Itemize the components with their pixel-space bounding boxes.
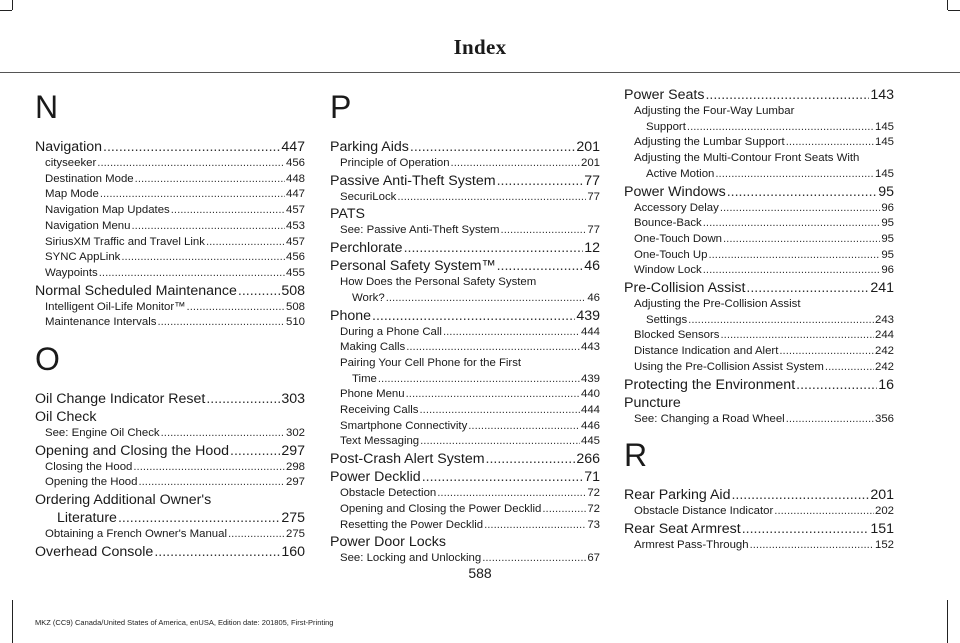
index-entry-page: 439 <box>576 307 600 324</box>
index-subentry-page: 443 <box>580 341 600 354</box>
index-subentry-page: 77 <box>587 190 600 203</box>
index-entry-page: 12 <box>584 240 600 257</box>
index-subentry-leader <box>786 135 874 151</box>
index-entry[interactable] <box>35 543 305 561</box>
index-subentry[interactable] <box>35 219 305 235</box>
index-subentry-title: One-Touch Up <box>634 248 708 261</box>
index-subentry-title: SiriusXM Traffic and Travel Link <box>45 235 205 248</box>
index-entry[interactable] <box>624 376 894 394</box>
index-entry[interactable] <box>330 205 600 223</box>
index-subentry-title: During a Phone Call <box>340 325 442 338</box>
title-divider <box>0 72 960 73</box>
index-entry[interactable] <box>330 257 600 275</box>
section-letter: P <box>330 89 352 125</box>
index-subentry-leader <box>825 360 874 376</box>
index-entry-leader <box>796 376 877 394</box>
index-subentry-leader <box>720 201 881 217</box>
index-entry-leader <box>103 138 280 156</box>
index-subentry-leader <box>386 291 587 307</box>
index-subentry-title: Active Motion <box>646 167 715 180</box>
index-subentry-leader <box>121 250 285 266</box>
index-subentry-title: Window Lock <box>634 264 702 277</box>
index-subentry[interactable] <box>330 387 600 403</box>
index-subentry-leader <box>187 300 285 316</box>
index-entry-page: 143 <box>870 87 894 103</box>
index-section <box>624 486 894 553</box>
index-entry-leader <box>742 520 870 538</box>
index-subentry[interactable] <box>330 325 600 341</box>
index-subentry-page: 244 <box>874 329 894 342</box>
index-entry-page: 508 <box>281 282 305 299</box>
index-entry[interactable] <box>624 86 894 104</box>
index-entry-title: Protecting the Environment <box>624 376 796 393</box>
index-entry[interactable] <box>330 172 600 190</box>
index-subentry[interactable] <box>35 172 305 188</box>
index-entry-leader <box>497 172 584 190</box>
index-entry-leader <box>118 509 280 527</box>
index-subentry-page: 242 <box>874 345 894 358</box>
index-column-2 <box>330 86 600 574</box>
index-subentry[interactable] <box>330 403 600 419</box>
index-subentry-page: 297 <box>285 476 305 489</box>
index-subentry-page: 95 <box>881 248 894 261</box>
index-entry-leader <box>238 282 280 300</box>
index-subentry-title: Maintenance Intervals <box>45 316 157 329</box>
index-subentry-page: 455 <box>285 266 305 279</box>
index-subentry-leader <box>688 313 874 329</box>
index-subentry-leader <box>708 248 880 264</box>
index-subentry-page: 46 <box>587 291 600 304</box>
index-entry-title: Passive Anti-Theft System <box>330 172 496 189</box>
index-subentry[interactable] <box>624 504 894 520</box>
index-entry[interactable] <box>330 307 600 325</box>
index-entry-leader <box>486 450 576 468</box>
index-subentry-leader <box>161 426 285 442</box>
index-subentry-title: Adjusting the Lumbar Support <box>634 136 785 149</box>
index-subentry-page: 447 <box>285 188 305 201</box>
index-entry[interactable] <box>35 442 305 460</box>
index-entry-page: 201 <box>870 487 894 504</box>
index-subentry-leader <box>406 340 580 356</box>
index-subentry-leader <box>228 527 285 543</box>
index-subentry[interactable] <box>624 248 894 264</box>
index-subentry-page: 456 <box>285 157 305 169</box>
index-subentry-leader <box>468 419 580 435</box>
index-entry-page: 447 <box>281 139 305 155</box>
index-subentry-page: 242 <box>874 360 894 373</box>
index-subentry-title: Principle of Operation <box>340 157 450 169</box>
index-subentry-page: 444 <box>580 404 600 417</box>
index-entry[interactable] <box>624 520 894 538</box>
index-subentry[interactable] <box>624 263 894 279</box>
index-subentry-title: Opening the Hood <box>45 476 138 489</box>
index-entry[interactable] <box>624 183 894 201</box>
index-subentry-leader <box>420 403 580 419</box>
index-subentry[interactable] <box>330 486 600 502</box>
index-entry[interactable] <box>624 279 894 297</box>
index-subentry-leader <box>443 325 580 341</box>
index-subentry-page: 440 <box>580 388 600 401</box>
index-entry-leader <box>705 86 869 104</box>
index-entry-leader <box>727 183 878 201</box>
index-subentry-page: 243 <box>874 313 894 326</box>
index-subentry-page: 96 <box>881 201 894 214</box>
index-subentry-page: 444 <box>580 325 600 338</box>
index-subentry-title: Armrest Pass-Through <box>634 538 749 551</box>
index-entry-page: 16 <box>878 376 894 393</box>
crop-mark-top-left-v <box>12 0 13 10</box>
index-subentry-leader <box>501 223 587 239</box>
index-subentry-title: Support <box>646 120 686 133</box>
index-subentry-page: 95 <box>881 217 894 230</box>
page-title: Index <box>453 35 507 59</box>
index-subentry-leader <box>420 434 580 450</box>
index-entry-leader <box>206 390 280 408</box>
index-column-1 <box>35 86 305 568</box>
section-letter: R <box>624 437 648 474</box>
index-subentry-title: Blocked Sensors <box>634 329 720 342</box>
index-subentry[interactable] <box>330 518 600 534</box>
index-subentry[interactable] <box>35 460 305 476</box>
index-subentry-page: 508 <box>285 300 305 313</box>
index-entry-heading[interactable]: Ordering Additional Owner's <box>35 492 212 509</box>
index-subentry-title: One-Touch Down <box>634 232 723 245</box>
index-subentry-page: 302 <box>285 427 305 440</box>
index-entry-leader <box>497 257 584 275</box>
index-subentry[interactable] <box>624 120 894 136</box>
index-subentry[interactable] <box>35 300 305 316</box>
index-entry-page: 297 <box>281 442 305 459</box>
index-entry-title: Opening and Closing the Hood <box>35 442 230 459</box>
index-subentry-title: Bounce-Back <box>634 217 702 230</box>
index-subentry[interactable] <box>35 475 305 491</box>
index-subentry-leader <box>720 328 874 344</box>
index-subentry-heading[interactable]: Adjusting the Four-Way Lumbar <box>634 105 795 117</box>
index-subentry-leader <box>723 232 880 248</box>
index-subentry-title: Obtaining a French Owner's Manual <box>45 528 227 541</box>
crop-mark-bottom-right-v <box>947 600 948 643</box>
index-subentry[interactable] <box>330 434 600 450</box>
index-entry-page: 95 <box>878 183 894 200</box>
index-subentry-title: Time <box>352 372 377 385</box>
index-entry-leader <box>154 543 280 561</box>
index-entry[interactable] <box>330 468 600 486</box>
index-entry-title: Oil Check <box>35 409 97 426</box>
index-subentry-leader <box>131 219 285 235</box>
index-subentry-title: Using the Pre-Collision Assist System <box>634 360 824 373</box>
index-subentry[interactable] <box>330 190 600 206</box>
index-subentry[interactable] <box>624 538 894 554</box>
index-entry-title: PATS <box>330 206 365 223</box>
index-entry[interactable] <box>624 394 894 412</box>
index-subentry-leader <box>97 156 285 172</box>
index-subentry-leader <box>687 120 874 136</box>
crop-mark-top-right-v <box>947 0 948 10</box>
index-section <box>35 138 305 331</box>
index-subentry-leader <box>437 486 586 502</box>
index-subentry-page: 145 <box>874 136 894 149</box>
index-subentry[interactable] <box>330 223 600 239</box>
index-subentry-page: 72 <box>587 487 600 500</box>
index-subentry-leader <box>779 344 874 360</box>
index-entry-title: Phone <box>330 307 372 324</box>
index-subentry-leader <box>786 412 874 428</box>
index-subentry-leader <box>484 518 586 534</box>
index-subentry-title: Settings <box>646 313 688 326</box>
index-subentry-leader <box>135 172 285 188</box>
index-entry-leader <box>731 486 869 504</box>
index-subentry-title: Distance Indication and Alert <box>634 345 779 358</box>
index-entry-page: 151 <box>870 520 894 537</box>
index-subentry-title: See: Engine Oil Check <box>45 427 160 440</box>
index-subentry-page: 448 <box>285 172 305 185</box>
index-entry-title: Perchlorate <box>330 240 403 257</box>
index-subentry[interactable] <box>35 203 305 219</box>
index-entry-page: 241 <box>870 280 894 297</box>
index-entry-page: 77 <box>584 172 600 189</box>
index-subentry-title: Work? <box>352 291 385 304</box>
index-subentry-leader <box>157 315 285 331</box>
index-subentry[interactable] <box>624 167 894 183</box>
index-subentry-title: Navigation Menu <box>45 219 131 232</box>
index-subentry-heading[interactable]: Pairing Your Cell Phone for the First <box>340 356 522 369</box>
index-entry-title: Normal Scheduled Maintenance <box>35 282 237 299</box>
index-section <box>35 390 305 561</box>
crop-mark-bottom-left-v <box>12 600 13 643</box>
index-subentry-title: Smartphone Connectivity <box>340 419 468 432</box>
page-number: 588 <box>468 565 492 581</box>
index-entry-title: Overhead Console <box>35 543 154 560</box>
index-entry-leader <box>422 468 584 486</box>
index-subentry-page: 445 <box>580 435 600 448</box>
index-subentry-title: See: Locking and Unlocking <box>340 552 482 565</box>
index-subentry[interactable] <box>624 412 894 428</box>
section-letter: N <box>35 89 59 125</box>
index-subentry-title: cityseeker <box>45 157 97 169</box>
index-entry-title: Parking Aids <box>330 139 409 155</box>
index-subentry[interactable] <box>35 187 305 203</box>
index-entry-page: 46 <box>584 258 600 275</box>
index-subentry[interactable] <box>624 201 894 217</box>
index-subentry-title: Navigation Map Updates <box>45 204 170 217</box>
index-subentry-leader <box>171 203 285 219</box>
index-subentry[interactable] <box>35 315 305 331</box>
index-subentry[interactable] <box>624 216 894 232</box>
index-subentry[interactable] <box>35 527 305 543</box>
index-subentry-page: 73 <box>587 518 600 531</box>
index-subentry-leader <box>451 156 580 172</box>
index-section <box>624 86 894 427</box>
index-subentry-leader <box>703 216 881 232</box>
index-subentry-leader <box>100 187 285 203</box>
index-subentry-leader <box>206 235 285 251</box>
index-subentry-title: Waypoints <box>45 266 98 279</box>
index-entry-title: Power Door Locks <box>330 534 446 551</box>
index-entry-title: Power Seats <box>624 87 705 103</box>
index-subentry-leader <box>774 504 874 520</box>
index-subentry[interactable] <box>330 291 600 307</box>
index-subentry-page: 453 <box>285 219 305 232</box>
index-subentry[interactable] <box>624 360 894 376</box>
index-entry[interactable] <box>330 450 600 468</box>
index-subentry-title: Accessory Delay <box>634 201 719 214</box>
index-entry-page: 303 <box>281 391 305 408</box>
index-entry[interactable] <box>624 486 894 504</box>
index-entry-title: Puncture <box>624 394 681 411</box>
index-entry-title: Rear Seat Armrest <box>624 520 741 537</box>
index-subentry-page: 152 <box>874 538 894 551</box>
index-subentry-leader <box>397 190 586 206</box>
index-entry-page: 275 <box>281 510 305 527</box>
index-subentry-page: 67 <box>587 552 600 565</box>
index-entry-title: Personal Safety System™ <box>330 258 496 275</box>
index-subentry[interactable] <box>330 340 600 356</box>
index-subentry-page: 446 <box>580 419 600 432</box>
index-subentry-title: See: Changing a Road Wheel <box>634 412 785 425</box>
index-subentry-leader <box>542 502 586 518</box>
index-subentry-title: Map Mode <box>45 188 99 201</box>
index-subentry-leader <box>406 387 580 403</box>
index-subentry-page: 456 <box>285 251 305 264</box>
index-subentry-leader <box>750 538 874 554</box>
index-entry-page: 201 <box>576 139 600 155</box>
index-subentry-page: 145 <box>874 167 894 180</box>
index-subentry-title: Resetting the Power Decklid <box>340 518 484 531</box>
index-entry-title: Rear Parking Aid <box>624 487 731 504</box>
index-subentry-page: 145 <box>874 120 894 133</box>
index-subentry-leader <box>133 460 285 476</box>
index-subentry-page: 510 <box>285 316 305 329</box>
index-subentry[interactable] <box>624 135 894 151</box>
index-subentry[interactable] <box>330 156 600 172</box>
index-column-3 <box>624 86 894 561</box>
index-subentry-title: Destination Mode <box>45 172 134 185</box>
edition-footer: MKZ (CC9) Canada/United States of America, enUSA, Edition date: 201805, First-Printing <box>35 618 334 627</box>
index-entry[interactable] <box>330 533 600 551</box>
index-entry-leader <box>404 239 584 257</box>
index-subentry[interactable] <box>624 313 894 329</box>
index-subentry-title: Obstacle Distance Indicator <box>634 505 774 518</box>
index-subentry-page: 457 <box>285 235 305 248</box>
crop-mark-top-right-h <box>948 10 960 11</box>
index-subentry-title: Phone Menu <box>340 388 405 401</box>
index-subentry-leader <box>138 475 285 491</box>
index-subentry-page: 95 <box>881 232 894 245</box>
index-section <box>330 138 600 567</box>
index-subentry-leader <box>378 372 580 388</box>
index-subentry[interactable] <box>624 344 894 360</box>
index-subentry[interactable] <box>624 328 894 344</box>
index-subentry-title: SYNC AppLink <box>45 251 121 264</box>
index-entry-leader <box>410 138 575 156</box>
index-entry[interactable] <box>35 282 305 300</box>
index-entry[interactable] <box>330 239 600 257</box>
index-subentry-title: See: Passive Anti-Theft System <box>340 224 500 237</box>
index-subentry-title: Closing the Hood <box>45 460 133 473</box>
index-subentry-heading[interactable]: Adjusting the Pre-Collision Assist <box>634 298 801 311</box>
index-subentry[interactable] <box>624 232 894 248</box>
index-entry-title: Pre-Collision Assist <box>624 280 746 297</box>
index-subentry-page: 201 <box>580 157 600 169</box>
index-subentry-page: 202 <box>874 505 894 518</box>
index-subentry-page: 356 <box>874 412 894 425</box>
index-subentry-page: 298 <box>285 460 305 473</box>
index-entry-leader <box>230 442 280 460</box>
index-subentry-title: Text Messaging <box>340 435 420 448</box>
index-subentry-page: 77 <box>587 224 600 237</box>
index-subentry-page: 439 <box>580 372 600 385</box>
section-letter: O <box>35 341 60 378</box>
index-subentry[interactable] <box>330 372 600 388</box>
index-subentry-page: 96 <box>881 264 894 277</box>
index-subentry-title: SecuriLock <box>340 190 397 203</box>
index-subentry-page: 275 <box>285 528 305 541</box>
index-subentry-title: Receiving Calls <box>340 404 419 417</box>
index-subentry-leader <box>703 263 881 279</box>
index-entry-title: Navigation <box>35 139 103 155</box>
index-subentry-title: Opening and Closing the Power Decklid <box>340 502 542 515</box>
index-entry-title: Oil Change Indicator Reset <box>35 391 206 408</box>
index-entry-title: Power Windows <box>624 183 726 200</box>
index-subentry[interactable] <box>35 156 305 172</box>
index-entry[interactable] <box>35 509 305 527</box>
index-subentry[interactable] <box>35 426 305 442</box>
index-entry-leader <box>372 307 575 325</box>
index-entry[interactable] <box>35 408 305 426</box>
index-entry-page: 160 <box>281 543 305 560</box>
index-subentry-leader <box>99 266 285 282</box>
index-subentry[interactable] <box>330 502 600 518</box>
index-subentry-title: Intelligent Oil-Life Monitor™ <box>45 300 186 313</box>
index-entry[interactable] <box>35 390 305 408</box>
index-subentry[interactable] <box>330 419 600 435</box>
index-subentry-page: 457 <box>285 204 305 217</box>
index-entry-leader <box>746 279 869 297</box>
index-entry[interactable] <box>330 138 600 156</box>
index-subentry[interactable] <box>35 266 305 282</box>
index-subentry-leader <box>715 167 874 183</box>
index-entry-page: 71 <box>584 469 600 486</box>
index-entry[interactable] <box>35 138 305 156</box>
index-subentry-heading[interactable]: How Does the Personal Safety System <box>340 276 537 289</box>
index-subentry[interactable] <box>35 235 305 251</box>
index-entry-title: Post-Crash Alert System <box>330 451 485 468</box>
index-subentry-heading[interactable]: Adjusting the Multi-Contour Front Seats With <box>634 152 860 165</box>
index-subentry-title: Obstacle Detection <box>340 487 437 500</box>
index-subentry-page: 72 <box>587 502 600 515</box>
index-entry-page: 266 <box>576 451 600 468</box>
crop-mark-top-left-h <box>0 10 12 11</box>
index-subentry[interactable] <box>35 250 305 266</box>
index-entry-title: Literature <box>57 510 117 527</box>
index-entry-title: Power Decklid <box>330 469 421 486</box>
index-subentry-title: Making Calls <box>340 341 406 354</box>
